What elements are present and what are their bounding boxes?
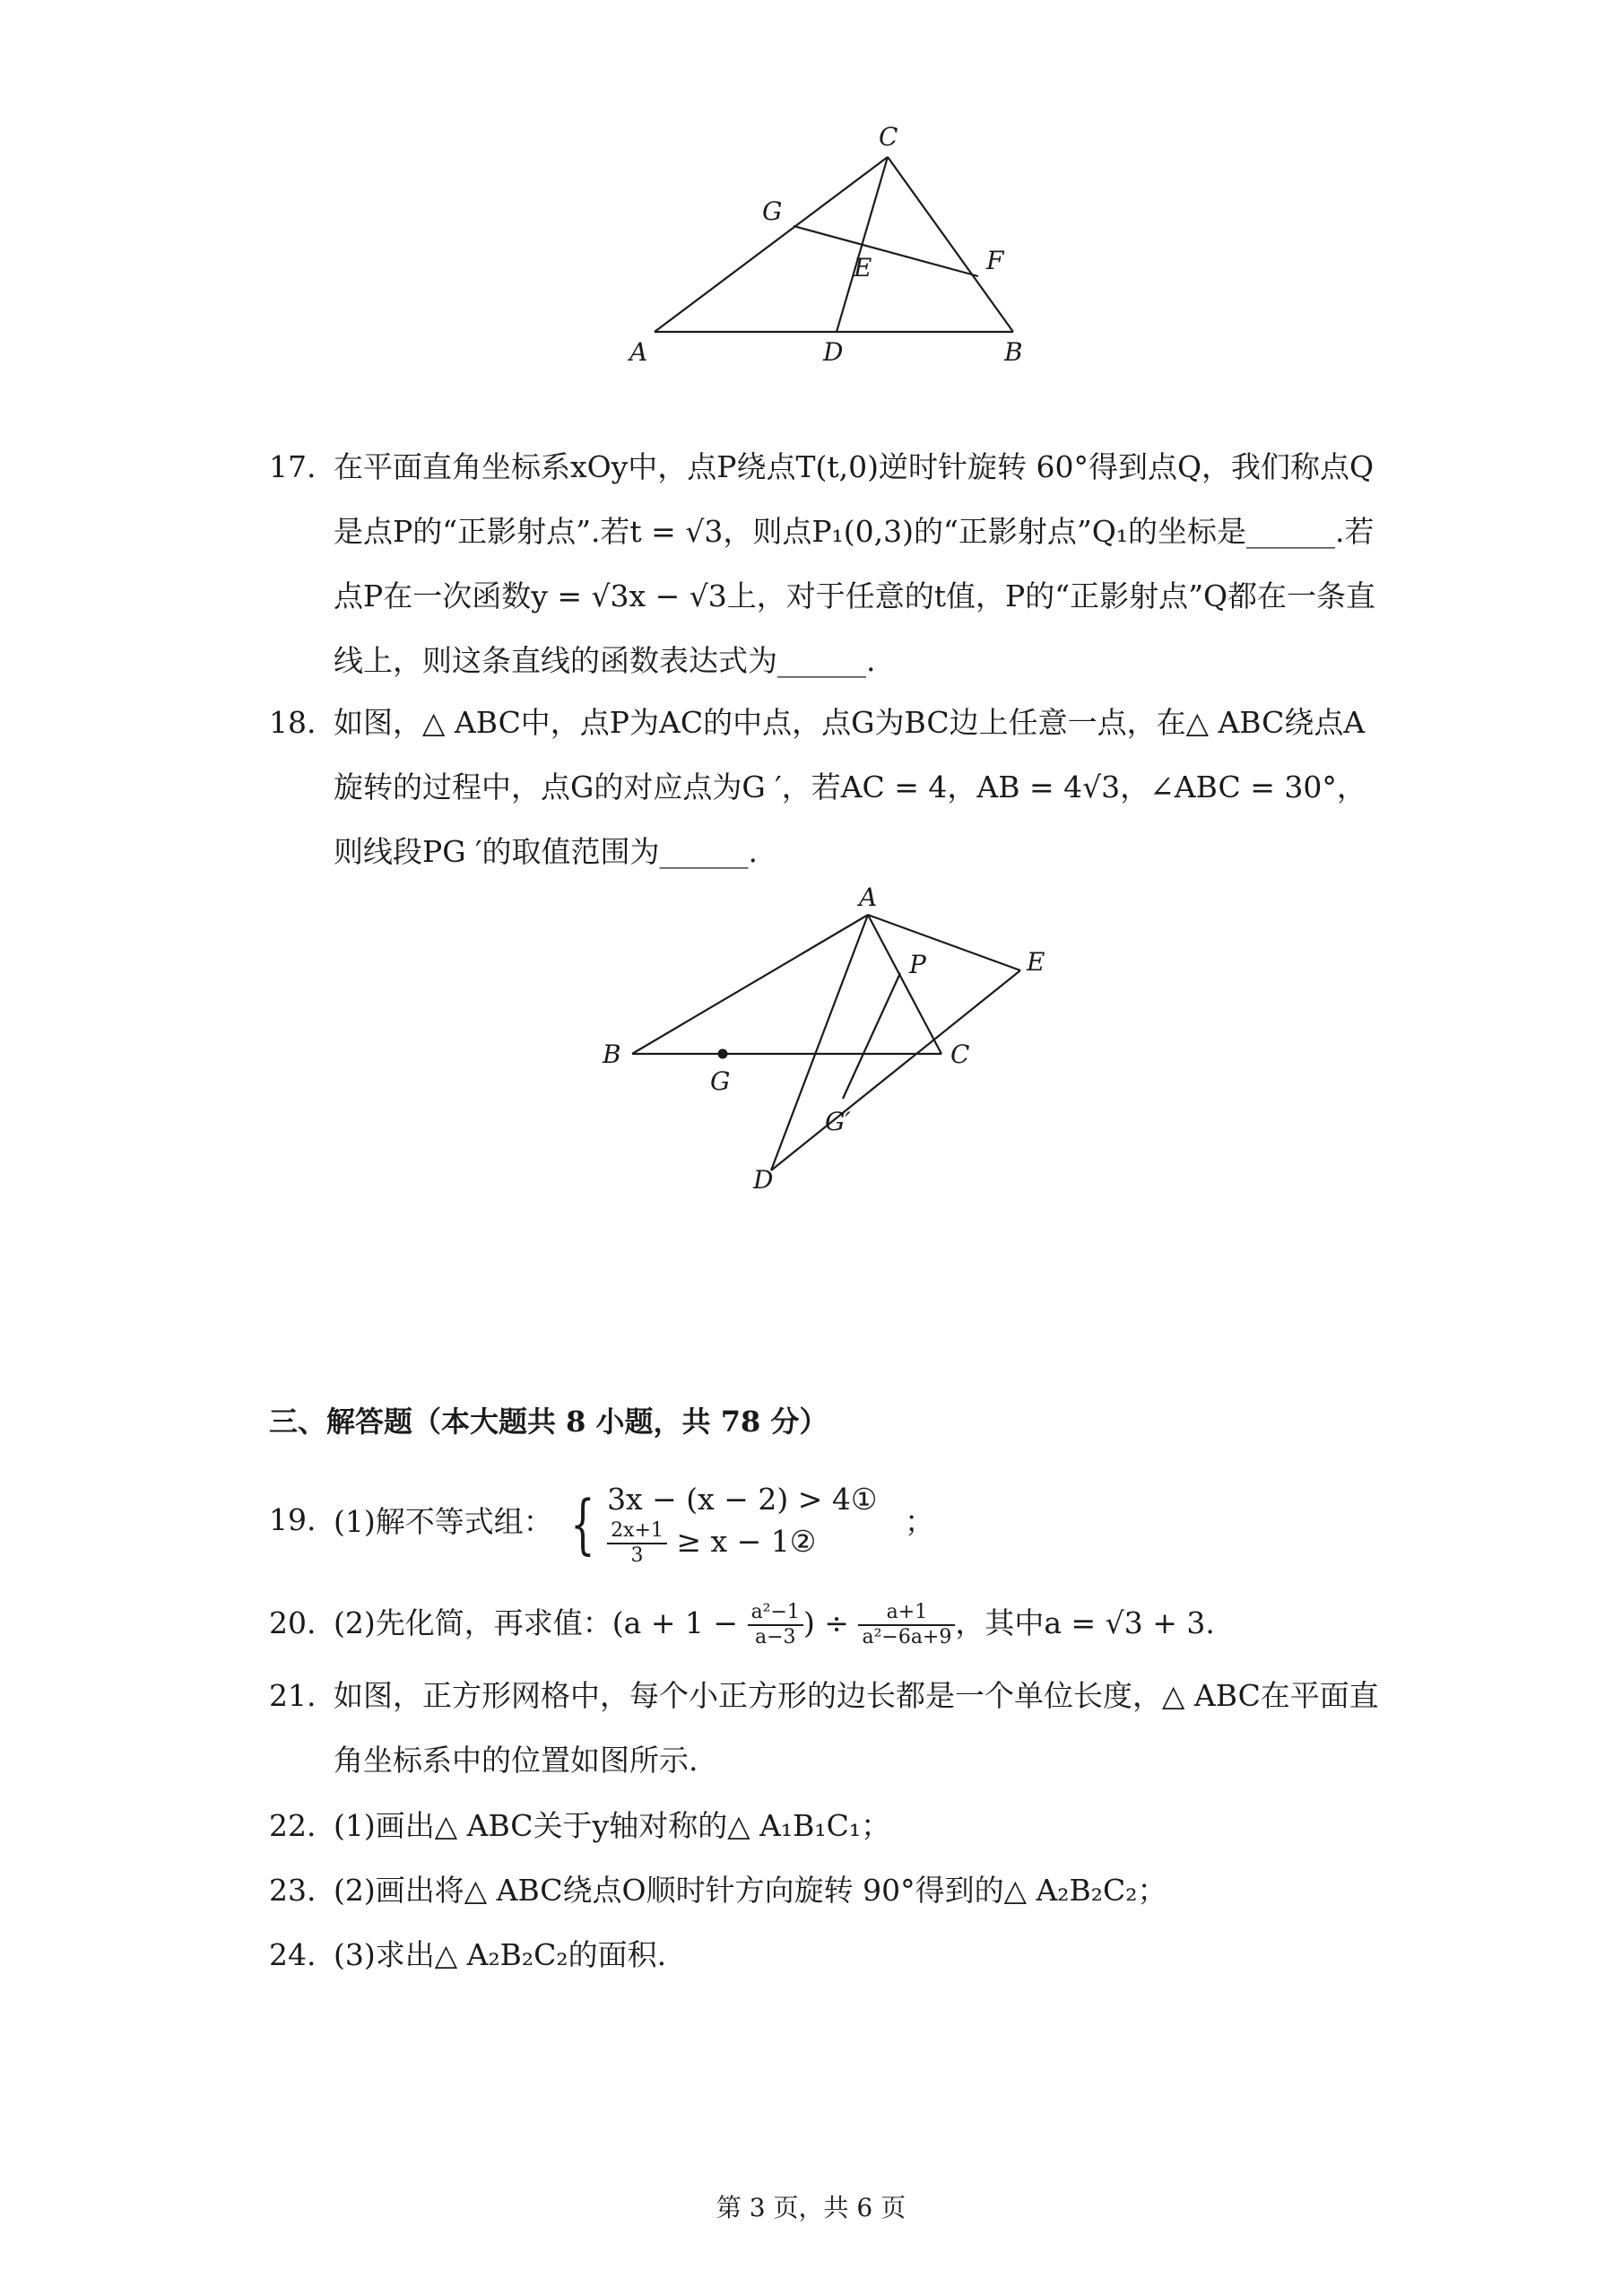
segment-bc bbox=[888, 157, 1013, 332]
question-22 bbox=[269, 1794, 1381, 1858]
section-heading: 三、解答题（本大题共 8 小题，共 78 分） bbox=[269, 1405, 828, 1439]
figure-rotation-abc bbox=[583, 874, 1067, 1197]
question-text: (2)画出将△ ABC绕点O顺时针方向旋转 90°得到的△ A₂B₂C₂； bbox=[334, 1873, 1167, 1908]
fraction-1: $\frac{\text{a²−1}}{a-3}$ bbox=[748, 1601, 803, 1649]
segment-gf bbox=[794, 226, 978, 276]
label-d: D bbox=[823, 337, 844, 367]
page-footer: 第 3 页，共 6 页 bbox=[716, 2193, 906, 2222]
label-e: E bbox=[1027, 947, 1045, 977]
question-19 bbox=[269, 1480, 1381, 1568]
question-number: 20. bbox=[269, 1605, 317, 1640]
label-d: D bbox=[753, 1165, 774, 1195]
inequality-2: $\frac{2x+1}{3}$ ≥ x − 1② bbox=[607, 1519, 877, 1568]
label-g: G bbox=[762, 196, 783, 226]
inequality-1: 3x − (x − 2) > 4① bbox=[607, 1482, 878, 1517]
fraction-2: $\frac{a+1}{\text{a²−6a+9}}$ bbox=[858, 1601, 955, 1649]
question-number: 19. bbox=[269, 1502, 317, 1537]
label-g-prime: G′ bbox=[825, 1107, 851, 1136]
question-text: (3)求出△ A₂B₂C₂的面积. bbox=[334, 1937, 667, 1972]
question-text: 如图，△ ABC中，点P为AC的中点，点G为BC边上任意一点，在△ ABC绕点A旋转的过程中，点G的对应点为G ′，若AC = 4，AB = 4√3，∠ABC = 30°，则线段PG ′的取值范围为______. bbox=[334, 705, 1366, 869]
figure-triangle-abc-1 bbox=[610, 117, 1040, 377]
question-text: (2)先化简，再求值：(a + 1 − $\frac{\text{a²−1}}{a-3}$ ) ÷ $\frac{a+1}{\text{a²−6a+9}}$ ，其中a = √3 + 3. bbox=[334, 1601, 1215, 1648]
question-text: (1)画出△ ABC关于y轴对称的△ A₁B₁C₁； bbox=[334, 1808, 891, 1843]
question-text bbox=[334, 1480, 1381, 1568]
segment-ac bbox=[655, 157, 888, 332]
q19-suffix: ； bbox=[905, 1504, 934, 1539]
inequality-system bbox=[562, 1480, 877, 1568]
segment-pg-prime bbox=[843, 973, 900, 1099]
label-b: B bbox=[1004, 337, 1023, 367]
label-c: C bbox=[879, 122, 898, 152]
question-number: 21. bbox=[269, 1678, 317, 1713]
label-a: A bbox=[629, 337, 648, 367]
question-text: 如图，正方形网格中，每个小正方形的边长都是一个单位长度，△ ABC在平面直角坐标系中的位置如图所示. bbox=[334, 1678, 1379, 1778]
question-18 bbox=[269, 691, 1381, 884]
segment-ac bbox=[868, 915, 941, 1054]
label-e: E bbox=[854, 253, 872, 283]
question-number: 17. bbox=[269, 449, 317, 484]
segment-ae bbox=[868, 915, 1020, 970]
label-c: C bbox=[950, 1039, 970, 1069]
label-g: G bbox=[710, 1066, 731, 1096]
label-a: A bbox=[859, 883, 878, 912]
question-24 bbox=[269, 1923, 1381, 1987]
q19-prefix: (1)解不等式组： bbox=[334, 1504, 553, 1539]
fraction: $\frac{2x+1}{3}$ bbox=[607, 1519, 667, 1568]
label-b: B bbox=[603, 1039, 621, 1069]
question-number: 23. bbox=[269, 1873, 317, 1908]
point-g bbox=[718, 1049, 728, 1059]
question-text: 在平面直角坐标系xOy中，点P绕点T(t,0)逆时针旋转 60°得到点Q，我们称点Q是点P的“正影射点”.若t = √3，则点P₁(0,3)的“正影射点”Q₁的坐标是______.若点P在一次函数y = √3x − √3上，对于任意的t值，P的“正影射点”Q都在一条直线上，则这条直线的函数表达式为______. bbox=[334, 449, 1376, 678]
question-21 bbox=[269, 1664, 1381, 1793]
label-f: F bbox=[986, 246, 1004, 275]
label-p: P bbox=[909, 950, 926, 979]
segment-ab bbox=[632, 915, 868, 1054]
question-number: 22. bbox=[269, 1808, 317, 1843]
brace-icon: { bbox=[570, 1486, 595, 1561]
question-number: 18. bbox=[269, 705, 317, 740]
question-20 bbox=[269, 1587, 1381, 1659]
question-17 bbox=[269, 435, 1381, 693]
question-23 bbox=[269, 1858, 1381, 1923]
question-number: 24. bbox=[269, 1937, 317, 1972]
